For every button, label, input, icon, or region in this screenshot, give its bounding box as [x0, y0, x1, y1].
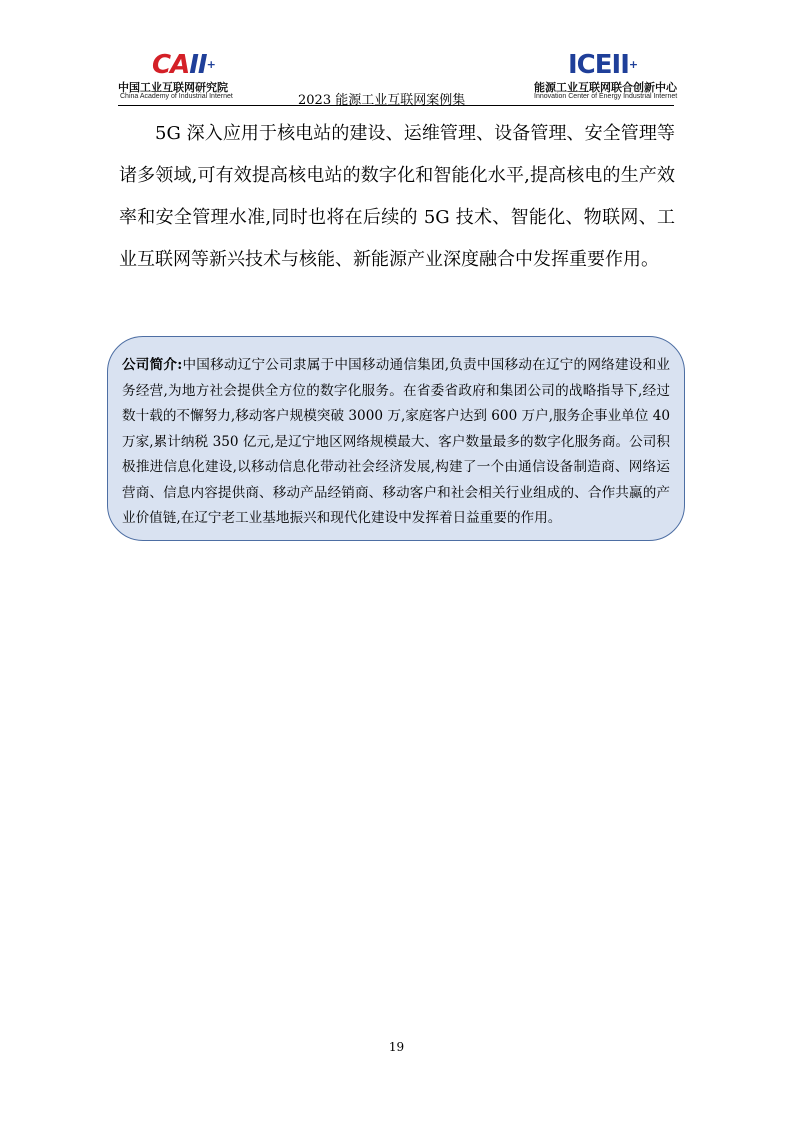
document-title: 2023 能源工业互联网案例集 [298, 93, 466, 108]
company-profile-label: 公司简介: [122, 357, 183, 373]
iceii-name-cn: 能源工业互联网联合创新中心 [534, 81, 677, 94]
iceii-name-en: Innovation Center of Energy Industrial Internet [534, 93, 678, 100]
caii-name-en: China Academy of Industrial Internet [120, 93, 233, 100]
company-profile-body: 中国移动辽宁公司隶属于中国移动通信集团,负责中国移动在辽宁的网络建设和业务经营,为地方社会提供全方位的数字化服务。在省委省政府和集团公司的战略指导下,经过数十载的不懈努力,移动客户规模突破 3000 万,家庭客户达到 600 万户,服务企事业单位 40 万家,累计纳税 350 亿元,是辽宁地区网络规模最大、客户数量最多的数字化服务商。公司积极推进信息化建设,以移动信息化带动社会经济发展,构建了一个由通信设备制造商、网络运营商、信息内容提供商、移动产品经销商、移动客户和社会相关行业组成的、合作共赢的产业价值链,在辽宁老工业基地振兴和现代化建设中发挥着日益重要的作用。 [122, 357, 670, 526]
caii-plus: + [206, 58, 215, 71]
iceii-mark: ICEII [568, 50, 629, 80]
iceii-plus: + [628, 58, 638, 71]
caii-mark-red: CA [152, 50, 190, 80]
body-paragraph: 5G 深入应用于核电站的建设、运维管理、设备管理、安全管理等诸多领域,可有效提高核电站的数字化和智能化水平,提高核电的生产效率和安全管理水准,同时也将在后续的 5G 技术、智能化、物联网、工业互联网等新兴技术与核能、新能源产业深度融合中发挥重要作用。 [119, 123, 675, 270]
iceii-logo-mark [568, 52, 637, 78]
company-profile-text [122, 353, 670, 532]
page-number: 19 [388, 1040, 405, 1054]
caii-mark-blue: II [189, 50, 207, 80]
caii-logo-mark [152, 52, 215, 78]
company-profile-box [107, 336, 685, 541]
iceii-logo [534, 50, 678, 102]
page-header [118, 50, 678, 108]
caii-name-cn: 中国工业互联网研究院 [118, 81, 228, 94]
header-divider [118, 105, 674, 106]
caii-logo [118, 50, 253, 102]
